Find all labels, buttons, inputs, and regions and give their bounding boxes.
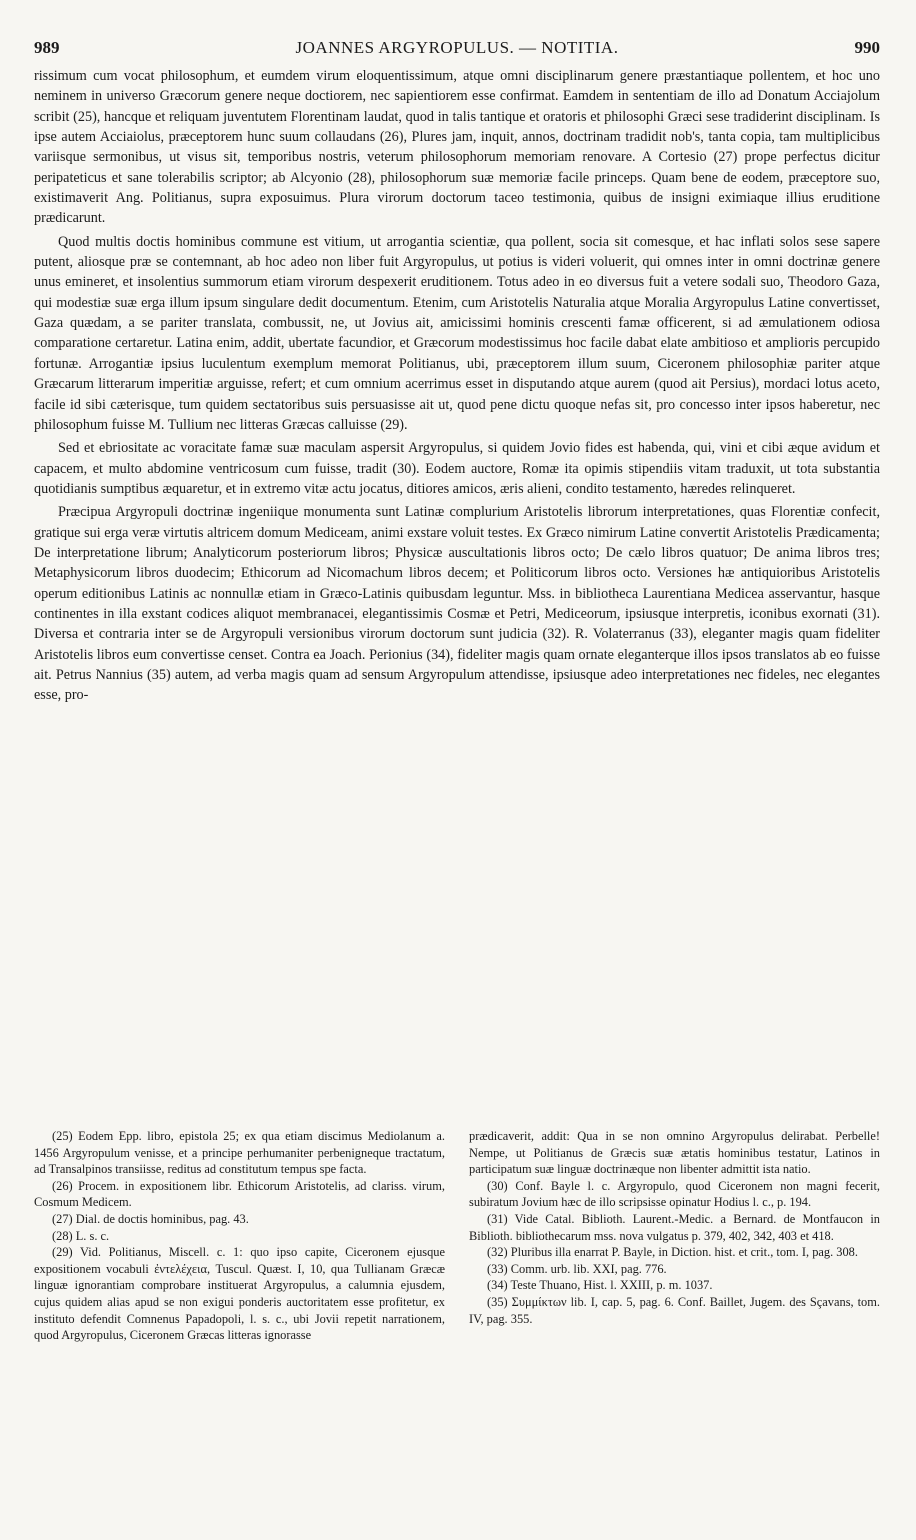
footnote-28: (28) L. s. c. (52, 1228, 110, 1243)
footnotes (34, 1128, 880, 1344)
paragraph-2: Quod multis doctis hominibus commune est vitium, ut arrogantia scientiæ, qua pollent, socia sit comesque, et hac inflati solos sese sapere putent, aliosque præ se contemnant, ab hoc adeo non liber fuit Argyropulus, ut potius is videri voluerit, qui omnes inter in omni doctrinæ genere unus emineret, et insolentius summorum etiam virorum despexerit eruditionem. Totus adeo in eo diversus fuit a vetere sodali suo, Theodoro Gaza, qui modestiæ suæ erga illum ipsum singulare dedit documentum. Etenim, cum Aristotelis Naturalia atque Moralia Argyropulus Latine convertisset, Gaza quædam, a se pariter translata, combussit, ne, ut Jovius ait, amicissimi hominis crescenti famæ officerent, si ad æmulationem odiosa comparatione certaretur. Latina enim, addit, ubertate facundior, et Græcorum modestissimus hoc facile dabat elate ambitioso et amplioris percupido fortunæ. Arrogantiæ ipsius luculentum exemplum memorat Politianus, ubi, præceptorem illum suum, Ciceronem philosophiæ pariter atque Græcarum litterarum imperitiæ arguisse, refert; et cum omnium acerrimus esset in disputando atque aurem (quod ait Persius), mordaci lotus aceto, facile id sibi cæterisque, tum quidem sectatoribus suis persuasisse ait ut, quod pene dictu quoque nefas sit, pro concesso inter ipsos haberetur, nec philosophum fuisse M. Tullium nec litteras Græcas calluisse (29). (34, 233, 880, 433)
footnote-30: (30) Conf. Bayle l. c. Argyropulo, quod Ciceronem non magni fecerit, subiratum Jovium hæc de illo scripsisse opinatur Hodius l. c., p. 194. (469, 1178, 880, 1210)
footnotes-right-column (469, 1128, 880, 1344)
paragraph-3: Sed et ebriositate ac voracitate famæ suæ maculam aspersit Argyropulus, si quidem Jovio fides est habenda, qui, vini et cibi æque avidum et capacem, et multo abdomine ventricosum cum fuisse, tradit (30). Eodem auctore, Romæ ita opimis stipendiis vitam traduxit, ut tota substantia quotidianis sumptibus æquaretur, et in extremo vitæ actu jocatus, ditiores amicos, æris alieni, condito testamento, hæredes relinqueret. (34, 440, 880, 497)
main-text (34, 66, 880, 706)
paragraph-1: rissimum cum vocat philosophum, et eumdem virum eloquentissimum, atque omni disciplinarum genere præstantiaque pollentem, et hoc uno neminem in universo Græcorum genere neque doctiorem, nec sapientiorem esse confirmat. Eamdem in sententiam de illo ad Donatum Acciajolum scribit (25), hancque et reliquam juventutem Florentinam laudat, quod in talis tantique et oratoris et philosophi Græci sese tradiderint disciplinam. Is ipse autem Acciaiolus, præceptorem hunc suum collaudans (26), Plures jam, inquit, annos, doctrinam tradidit nob's, tanta copia, tam multiplicibus variisque sermonibus, ut visus sit, temporibus nostris, veterum philosophorum memoriam renovare. A Cortesio (27) prope perfectus dicitur peripateticus et sane tolerabilis scriptor; ab Alcyonio (28), philosophorum suæ memoriæ facile princeps. Quam bene de eodem, præceptore suo, existimaverit Ang. Politianus, supra exposuimus. Plura virorum doctorum taceo testimonia, quibus de insigni eximiaque illius eruditione prædicarunt. (34, 68, 880, 227)
footnote-27: (27) Dial. de doctis hominibus, pag. 43. (52, 1211, 249, 1226)
footnote-29-continued: prædicaverit, addit: Qua in se non omnino Argyropulus delirabat. Perbelle! Nempe, ut Politianus de Græcis suæ ætatis hominibus testatur, Latinos in participatum suæ linguæ doctrinæque non libenter admittit ista natio. (469, 1129, 880, 1177)
footnote-34: (34) Teste Thuano, Hist. l. XXIII, p. m. 1037. (487, 1278, 713, 1293)
footnote-25: (25) Eodem Epp. libro, epistola 25; ex qua etiam discimus Mediolanum a. 1456 Argyropulum venisse, et a principe perhumaniter perbenigneque tractatum, ad Transalpinos transiisse, reditus ad constitutum tempus spe facta. (34, 1129, 445, 1177)
page (34, 38, 880, 706)
paragraph-4: Præcipua Argyropuli doctrinæ ingeniique monumenta sunt Latinæ complurium Aristotelis librorum interpretationes, quas Florentiæ confecit, gratique sui erga veræ virtutis altricem domum Mediceam, animi exstare voluit testes. Ex Græco nimirum Latine convertit Aristotelis Prædicamenta; De interpretatione librum; Analyticorum posteriorum libros; Physicæ auscultationis libros octo; De cælo libros quatuor; De anima libros tres; Metaphysicorum libros duodecim; Ethicorum ad Nicomachum libros decem; et Politicorum libros octo. Versiones hæ antiquioribus Aristotelis operum editionibus Latinis ac nonnullæ etiam in Græco-Latinis quibusdam leguntur. Mss. in bibliotheca Laurentiana Medicea asservantur, hasque continentes in illa exstant codices aliquot membranacei, elegantissimis Cosmæ et Petri, Mediceorum, ipsiusque interpretis, iconibus exornati (31). Diversa et contraria inter se de Argyropuli versionibus virorum doctorum sunt judicia (32). R. Volaterranus (33), eleganter magis quam fideliter Aristotelis libros eum convertisse censet. Contra ea Joach. Perionius (34), fideliter magis quam ornate eleganterque illos ipsos translatos ab eo fuisse ait. Petrus Nannius (35) autem, ad verba magis quam ad sensum Argyropulum attendisse, ipsiusque adeo interpretationes nec fideles, nec elegantes esse, pro- (34, 504, 880, 704)
footnote-32: (32) Pluribus illa enarrat P. Bayle, in Diction. hist. et crit., tom. I, pag. 308. (487, 1245, 858, 1260)
running-header (34, 38, 880, 66)
footnote-26: (26) Procem. in expositionem libr. Ethicorum Aristotelis, ad clariss. virum, Cosmum Medicem. (34, 1178, 445, 1210)
footnote-31: (31) Vide Catal. Biblioth. Laurent.-Medic. a Bernard. de Montfaucon in Biblioth. bibliothecarum mss. nova vulgatus p. 379, 402, 342, 403 et 418. (469, 1211, 880, 1243)
page-number-left: 989 (34, 38, 60, 57)
footnotes-left-column (34, 1128, 445, 1344)
footnote-35: (35) Συμμίκτων lib. I, cap. 5, pag. 6. Conf. Baillet, Jugem. des Sçavans, tom. IV, pag. 355. (469, 1294, 880, 1326)
footnote-29: (29) Vid. Politianus, Miscell. c. 1: quo ipso capite, Ciceronem ejusque expositionem vocabuli ἐντελέχεια, Tuscul. Quæst. I, 10, qua Tullianam Græcæ linguæ ignorantiam comprobare instituerat Argyropulus, a calumnia ejusdem, cujus quidem alias apud se non exigui ponderis auctoritatem esse profitetur, ex instituto defendit Comnenus Papadopoli, l. s. c., ubi Jovii repetit narrationem, quod Argyropulus, Ciceronem Græcas litteras ignorasse (34, 1245, 445, 1343)
footnote-33: (33) Comm. urb. lib. XXI, pag. 776. (487, 1261, 667, 1276)
page-number-right: 990 (854, 38, 880, 57)
running-title: JOANNES ARGYROPULUS. — NOTITIA. (295, 38, 619, 57)
